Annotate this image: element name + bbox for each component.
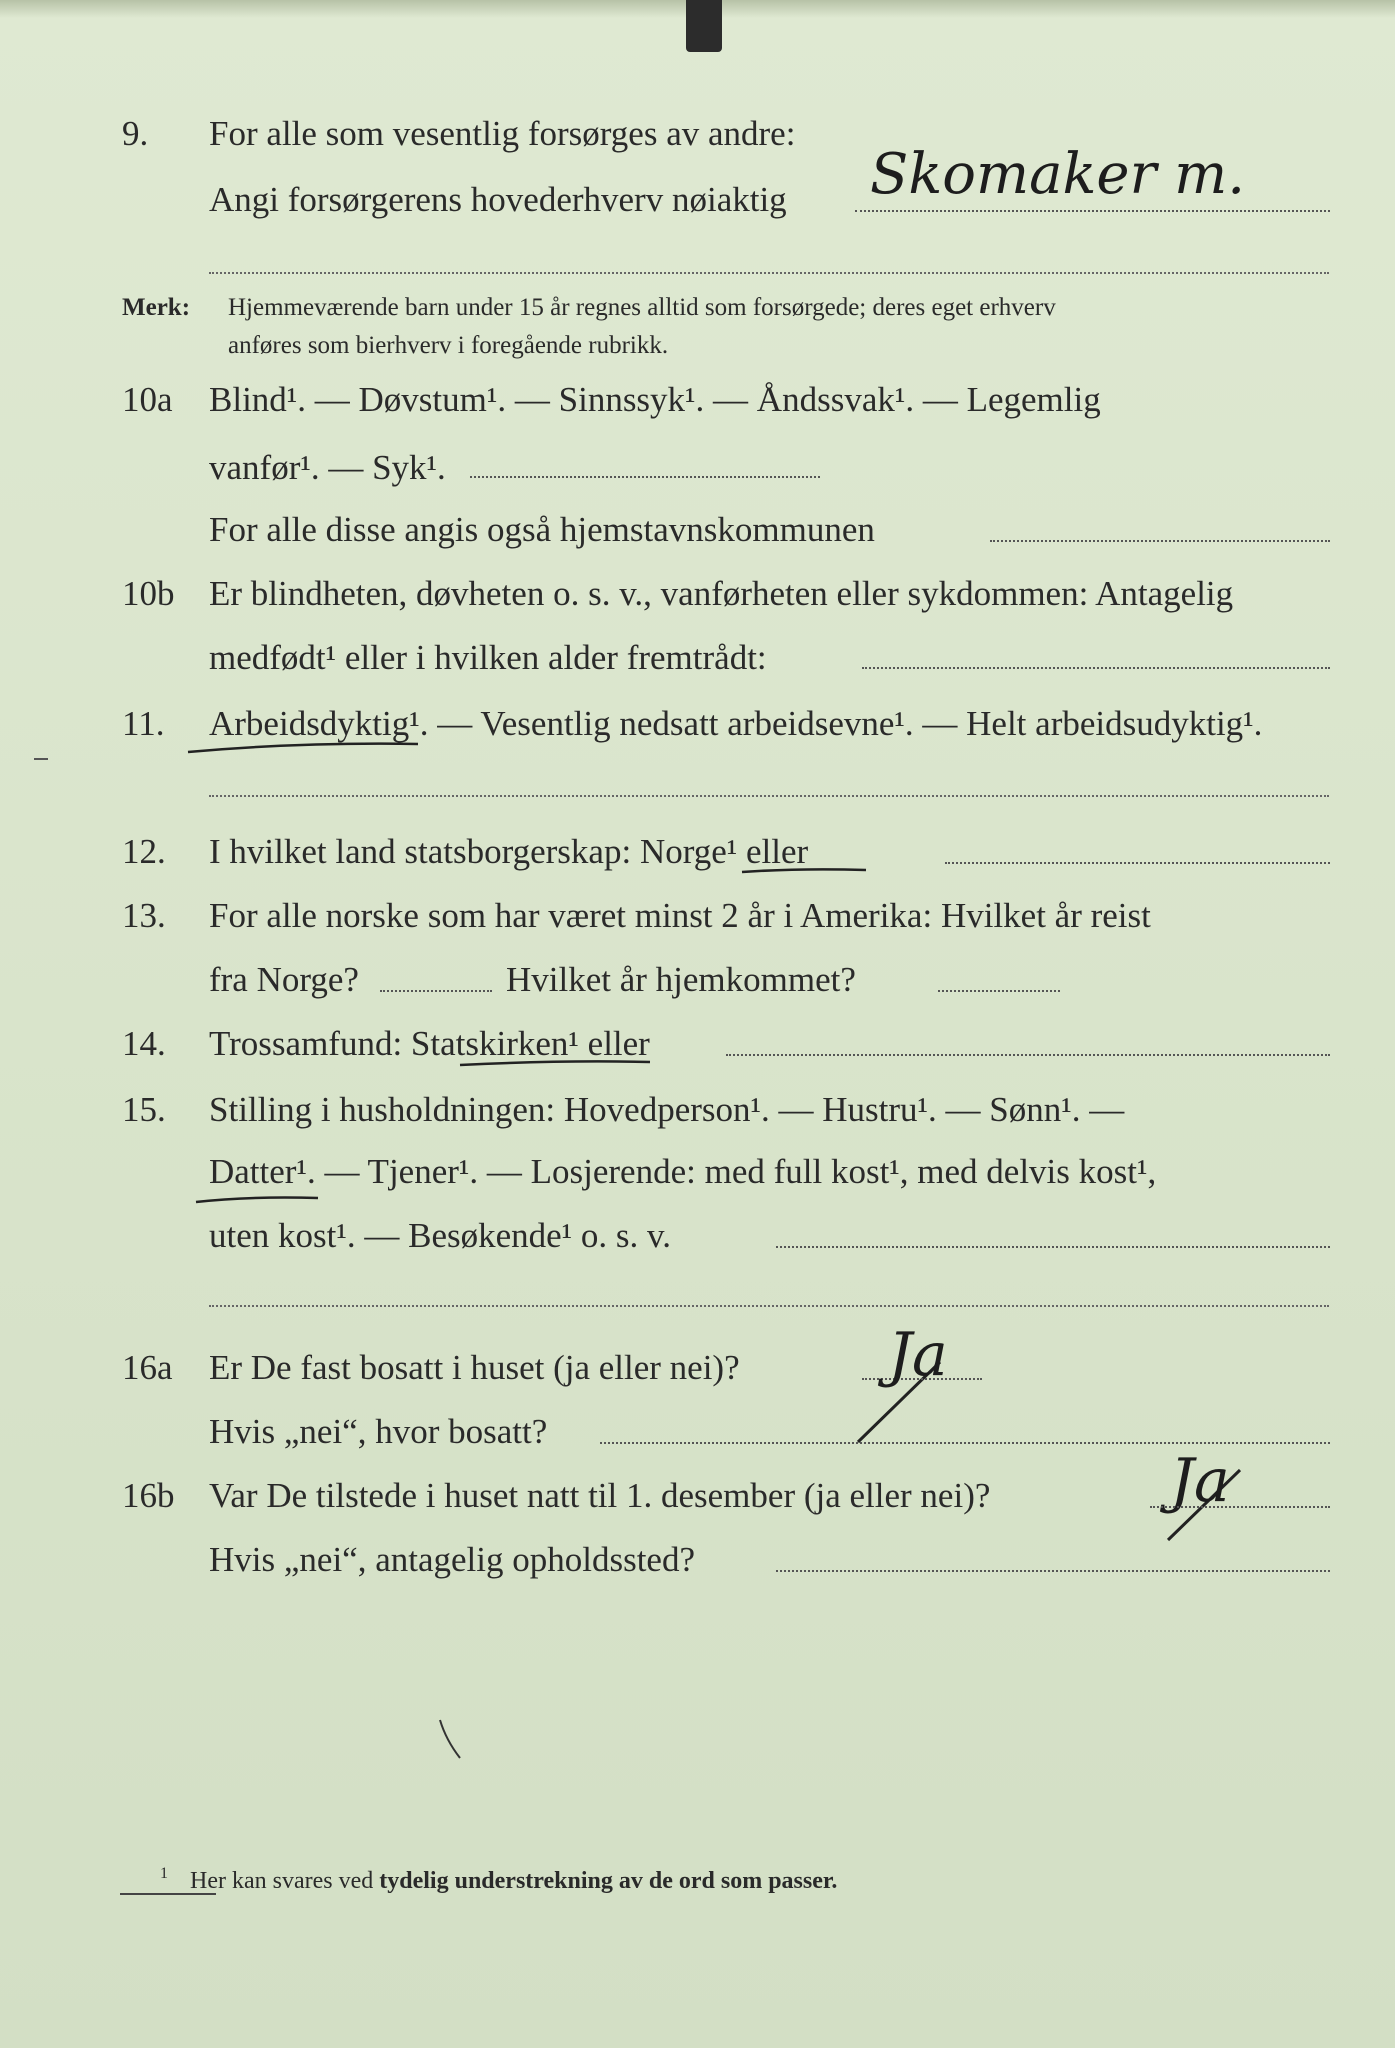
- q10b-text-2: medfødt¹ eller i hvilken alder fremtrådt:: [209, 638, 767, 677]
- q16a-number: 16a: [122, 1348, 173, 1387]
- q10a-text-3: For alle disse angis også hjemstavnskommunen: [209, 510, 875, 549]
- q13-number: 13.: [122, 896, 166, 935]
- q16a-text-2: Hvis „nei“, hvor bosatt?: [209, 1412, 548, 1451]
- q16b-answer-line[interactable]: [1150, 1506, 1330, 1508]
- q15-text-3: uten kost¹. — Besøkende¹ o. s. v.: [209, 1216, 672, 1255]
- q15-answer-line[interactable]: [776, 1246, 1330, 1248]
- stray-mark: [440, 1720, 460, 1758]
- q9-text-2: Angi forsørgerens hovederhverv nøiaktig: [209, 180, 787, 219]
- q15-text-1: Stilling i husholdningen: Hovedperson¹. — Hustru¹. — Sønn¹. —: [209, 1090, 1125, 1129]
- q12-answer-line[interactable]: [945, 862, 1330, 864]
- q16a-bosatt-line[interactable]: [600, 1442, 1330, 1444]
- q12-text-1: I hvilket land statsborgerskap: Norge¹ eller: [209, 832, 809, 871]
- q16b-opholdssted-line[interactable]: [776, 1570, 1330, 1572]
- q14-number: 14.: [122, 1024, 166, 1063]
- q13-reist-line[interactable]: [380, 990, 492, 992]
- q9-text-1: For alle som vesentlig forsørges av andre:: [209, 114, 796, 153]
- q12-number: 12.: [122, 832, 166, 871]
- q10a-text-1: Blind¹. — Døvstum¹. — Sinnssyk¹. — Åndssvak¹. — Legemlig: [209, 380, 1101, 419]
- footnote-text-b: tydelig understrekning av de ord som passer.: [379, 1868, 838, 1894]
- merk-text-2: anføres som bierhverv i foregående rubrikk.: [228, 332, 669, 359]
- q15-text-2: Datter¹. — Tjener¹. — Losjerende: med full kost¹, med delvis kost¹,: [209, 1152, 1157, 1191]
- q10a-text-2: vanfør¹. — Syk¹.: [209, 448, 446, 487]
- q16b-text-1: Var De tilstede i huset natt til 1. desember (ja eller nei)?: [209, 1476, 991, 1515]
- q16b-number: 16b: [122, 1476, 175, 1515]
- q11-text-1: Arbeidsdyktig¹. — Vesentlig nedsatt arbeidsevne¹. — Helt arbeidsudyktig¹.: [209, 704, 1263, 743]
- q13-text-2a: fra Norge?: [209, 960, 359, 999]
- q16b-text-2: Hvis „nei“, antagelig opholdssted?: [209, 1540, 695, 1579]
- footnote-text-a: Her kan svares ved: [190, 1868, 374, 1894]
- merk-text-1: Hjemmeværende barn under 15 år regnes alltid som forsørgede; deres eget erhverv: [228, 294, 1056, 321]
- footnote-mark: 1: [160, 1865, 168, 1882]
- q10b-text-1: Er blindheten, døvheten o. s. v., vanførheten eller sykdommen: Antagelig: [209, 574, 1234, 613]
- q10b-number: 10b: [122, 574, 175, 613]
- q16b-handwritten-answer: Ja: [1170, 1446, 1230, 1516]
- q10a-number: 10a: [122, 380, 173, 419]
- q11-extra-line: [209, 795, 1329, 797]
- underline-datter: [196, 1198, 318, 1203]
- q13-text-1: For alle norske som har været minst 2 år i Amerika: Hvilket år reist: [209, 896, 1151, 935]
- footnote: [190, 1866, 837, 1896]
- q9-handwritten-answer: Skomaker m.: [870, 142, 1246, 207]
- q13-text-2b: Hvilket år hjemkommet?: [506, 960, 856, 999]
- q16a-text-1: Er De fast bosatt i huset (ja eller nei)?: [209, 1348, 740, 1387]
- q14-answer-line[interactable]: [726, 1054, 1330, 1056]
- q14-text-1: Trossamfund: Statskirken¹ eller: [209, 1024, 650, 1063]
- q15-extra-line: [209, 1305, 1329, 1307]
- q16a-handwritten-answer: Ja: [888, 1320, 948, 1390]
- q15-number: 15.: [122, 1090, 166, 1129]
- underline-arbeidsdyktig: [188, 744, 418, 752]
- q13-hjemkommet-line[interactable]: [938, 990, 1060, 992]
- q11-number: 11.: [122, 704, 165, 743]
- merk-label: Merk:: [122, 294, 191, 321]
- q9-number: 9.: [122, 114, 149, 153]
